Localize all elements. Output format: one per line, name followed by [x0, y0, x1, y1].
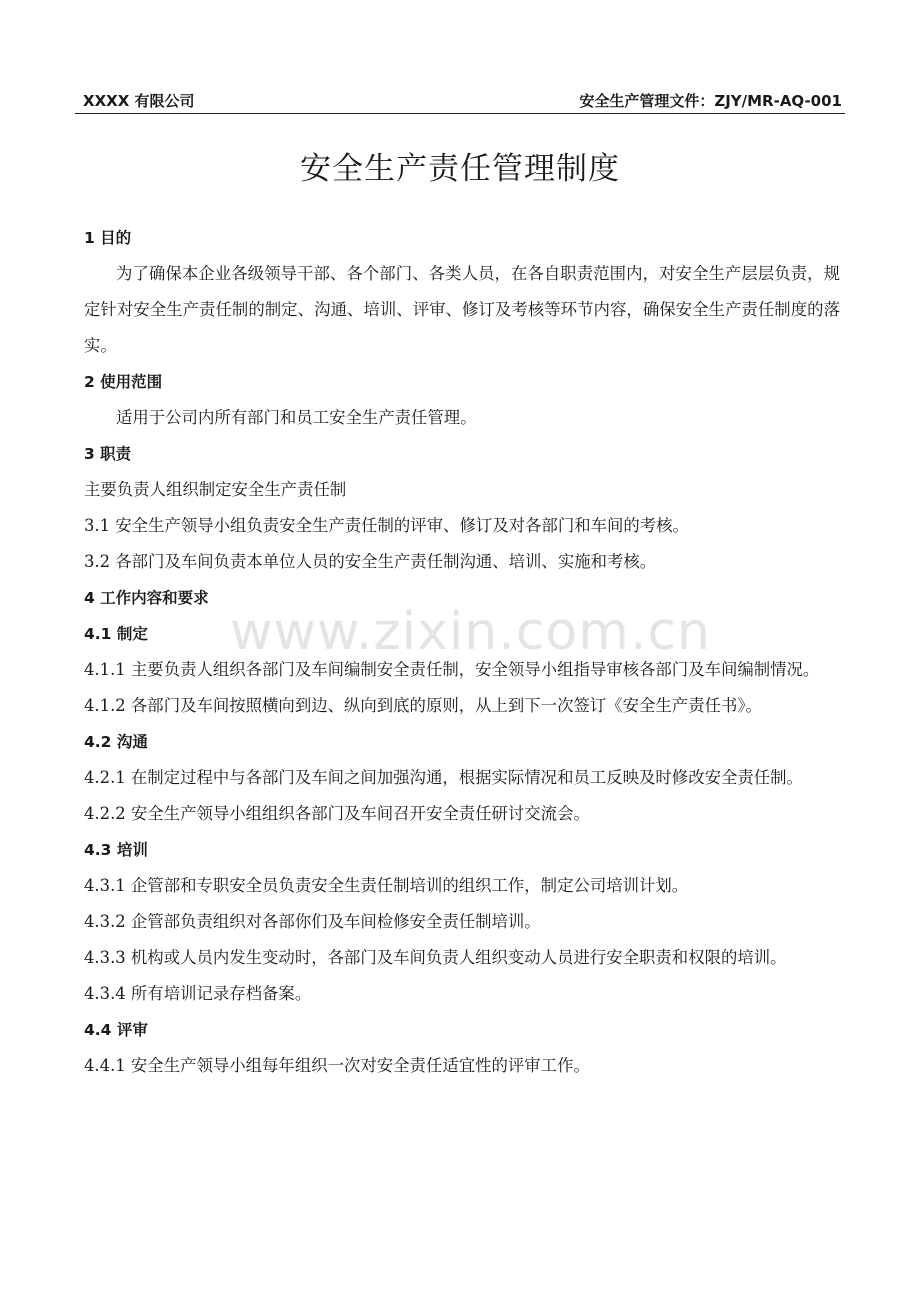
subsection-heading-4-2: 4.2 沟通: [84, 733, 148, 751]
subsection-heading-4-1: 4.1 制定: [84, 625, 148, 643]
section-heading-purpose: 1 目的: [84, 229, 132, 247]
subsection-heading-4-4: 4.4 评审: [84, 1021, 148, 1039]
section-heading-duties: 3 职责: [84, 445, 132, 463]
paragraph-purpose: 为了确保本企业各级领导干部、各个部门、各类人员，在各自职责范围内，对安全生产层层负责，规定针对安全生产责任制的制定、沟通、培训、评审、修订及考核等环节内容，确保安全生产责任制度的落实。: [84, 264, 840, 355]
paragraph-4-2-2: 4.2.2 安全生产领导小组组织各部门及车间召开安全责任研讨交流会。: [84, 804, 590, 823]
section-heading-work: 4 工作内容和要求: [84, 589, 209, 607]
section-heading-scope: 2 使用范围: [84, 373, 163, 391]
paragraph-4-4-1: 4.4.1 安全生产领导小组每年组织一次对安全责任适宜性的评审工作。: [84, 1056, 590, 1075]
document-title: 安全生产责任管理制度: [300, 151, 620, 187]
document-body: [84, 220, 840, 1084]
subsection-heading-4-3: 4.3 培训: [84, 841, 148, 859]
paragraph-4-2-1: 4.2.1 在制定过程中与各部门及车间之间加强沟通，根据实际情况和员工反映及时修改安全责任制。: [84, 768, 803, 787]
paragraph-scope: 适用于公司内所有部门和员工安全生产责任管理。: [116, 408, 477, 427]
watermark: www.zixin.com.cn: [230, 602, 711, 662]
paragraph-4-1-1: 4.1.1 主要负责人组织各部门及车间编制安全责任制，安全领导小组指导审核各部门及车间编制情况。: [84, 660, 820, 679]
paragraph-4-3-4: 4.3.4 所有培训记录存档备案。: [84, 984, 312, 1003]
paragraph-4-3-2: 4.3.2 企管部负责组织对各部你们及车间检修安全责任制培训。: [84, 912, 541, 931]
paragraph-duties: 主要负责人组织制定安全生产责任制: [84, 480, 347, 499]
document-code: 安全生产管理文件：ZJY/MR-AQ-001: [579, 92, 842, 110]
paragraph-4-3-3: 4.3.3 机构或人员内发生变动时，各部门及车间负责人组织变动人员进行安全职责和权限的培训。: [84, 948, 787, 967]
page-header: [75, 86, 845, 114]
company-name: XXXX 有限公司: [83, 92, 195, 110]
paragraph-3-2: 3.2 各部门及车间负责本单位人员的安全生产责任制沟通、培训、实施和考核。: [84, 552, 657, 571]
paragraph-3-1: 3.1 安全生产领导小组负责安全生产责任制的评审、修订及对各部门和车间的考核。: [84, 516, 689, 535]
paragraph-4-3-1: 4.3.1 企管部和专职安全员负责安全生责任制培训的组织工作，制定公司培训计划。: [84, 876, 689, 895]
paragraph-4-1-2: 4.1.2 各部门及车间按照横向到边、纵向到底的原则，从上到下一次签订《安全生产责任书》。: [84, 696, 762, 715]
